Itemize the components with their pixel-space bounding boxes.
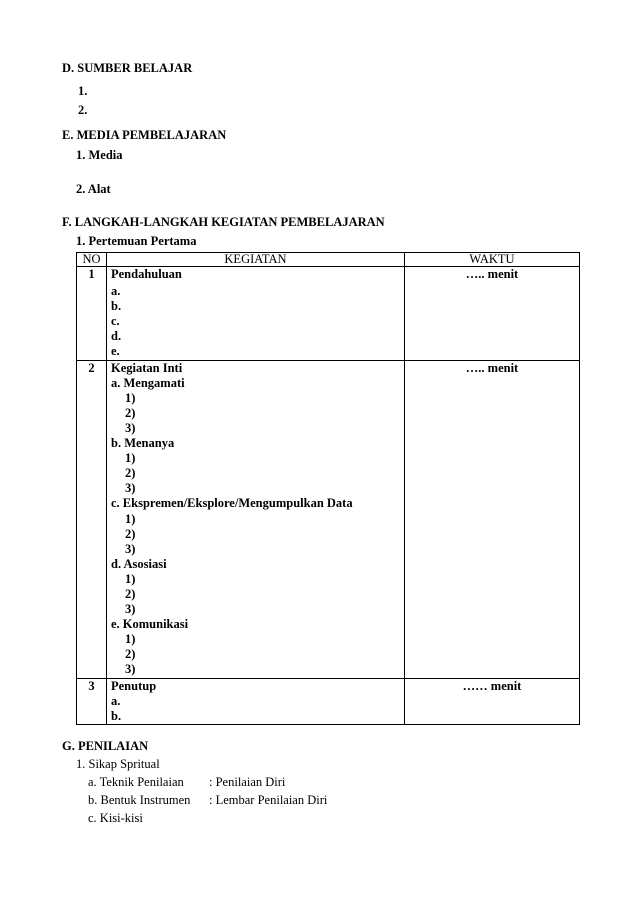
row-line: d. <box>111 329 122 344</box>
group-item: 3) <box>125 541 136 556</box>
group-item: 1) <box>125 571 136 586</box>
group-item: 1) <box>125 632 136 647</box>
row-title: Pendahuluan <box>111 267 182 281</box>
group-item: 2) <box>125 647 136 662</box>
row-kegiatan <box>107 267 405 361</box>
group-item: 2) <box>125 526 136 541</box>
header-waktu: WAKTU <box>405 253 580 267</box>
kisi-label: c. Kisi-kisi <box>88 811 143 825</box>
kegiatan-table <box>76 252 580 725</box>
row-line: a. <box>111 693 121 708</box>
row-no: 1 <box>77 267 107 361</box>
row-waktu: ….. menit <box>405 360 580 678</box>
row-title: Kegiatan Inti <box>111 360 183 375</box>
row-line: e. <box>111 344 120 359</box>
row-waktu: ….. menit <box>405 267 580 361</box>
row-line: b. <box>111 299 122 314</box>
heading-langkah: F. LANGKAH-LANGKAH KEGIATAN PEMBELAJARAN <box>62 215 385 229</box>
table-row <box>77 360 580 678</box>
heading-sumber-belajar: D. SUMBER BELAJAR <box>62 61 193 75</box>
group-label: a. Mengamati <box>111 375 185 390</box>
row-no: 2 <box>77 360 107 678</box>
section-penilaian <box>62 739 327 826</box>
section-media <box>62 128 226 197</box>
group-label: d. Asosiasi <box>111 556 167 571</box>
row-waktu: …… menit <box>405 678 580 724</box>
sumber-item-1: 1. <box>78 84 88 98</box>
table-row <box>77 678 580 724</box>
group-item: 1) <box>125 451 136 466</box>
group-item: 2) <box>125 405 136 420</box>
bentuk-label: b. Bentuk Instrumen <box>88 793 191 807</box>
row-line: b. <box>111 708 122 723</box>
section-sumber-belajar <box>62 61 192 118</box>
row-title: Penutup <box>111 678 157 693</box>
group-label: e. Komunikasi <box>111 617 189 632</box>
group-label: c. Ekspremen/Eksplore/Mengumpulkan Data <box>111 496 353 511</box>
row-kegiatan <box>107 678 405 724</box>
group-item: 1) <box>125 390 136 405</box>
row-no: 3 <box>77 678 107 724</box>
header-no: NO <box>77 253 107 267</box>
table-header-row <box>77 253 580 267</box>
group-item: 1) <box>125 511 136 526</box>
heading-penilaian: G. PENILAIAN <box>62 739 149 753</box>
group-item: 3) <box>125 602 136 617</box>
group-item: 2) <box>125 586 136 601</box>
row-kegiatan <box>107 360 405 678</box>
bentuk-value: : Lembar Penilaian Diri <box>209 793 328 807</box>
teknik-row <box>62 775 327 790</box>
group-item: 3) <box>125 420 136 435</box>
table-row <box>77 267 580 361</box>
group-item: 3) <box>125 662 136 677</box>
header-kegiatan: KEGIATAN <box>107 253 405 267</box>
sikap-label: 1. Sikap Spritual <box>76 757 160 771</box>
sumber-item-2: 2. <box>78 103 88 117</box>
row-line: a. <box>111 284 121 299</box>
group-item: 2) <box>125 466 136 481</box>
group-label: b. Menanya <box>111 436 175 451</box>
bentuk-row <box>62 793 327 808</box>
heading-media: E. MEDIA PEMBELAJARAN <box>62 128 227 142</box>
media-label: 1. Media <box>76 148 123 162</box>
group-item: 3) <box>125 481 136 496</box>
teknik-value: : Penilaian Diri <box>209 775 286 789</box>
alat-label: 2. Alat <box>76 182 111 196</box>
section-langkah <box>62 215 385 249</box>
row-line: c. <box>111 314 120 329</box>
teknik-label: a. Teknik Penilaian <box>88 775 184 789</box>
pertemuan-label: 1. Pertemuan Pertama <box>76 234 197 248</box>
